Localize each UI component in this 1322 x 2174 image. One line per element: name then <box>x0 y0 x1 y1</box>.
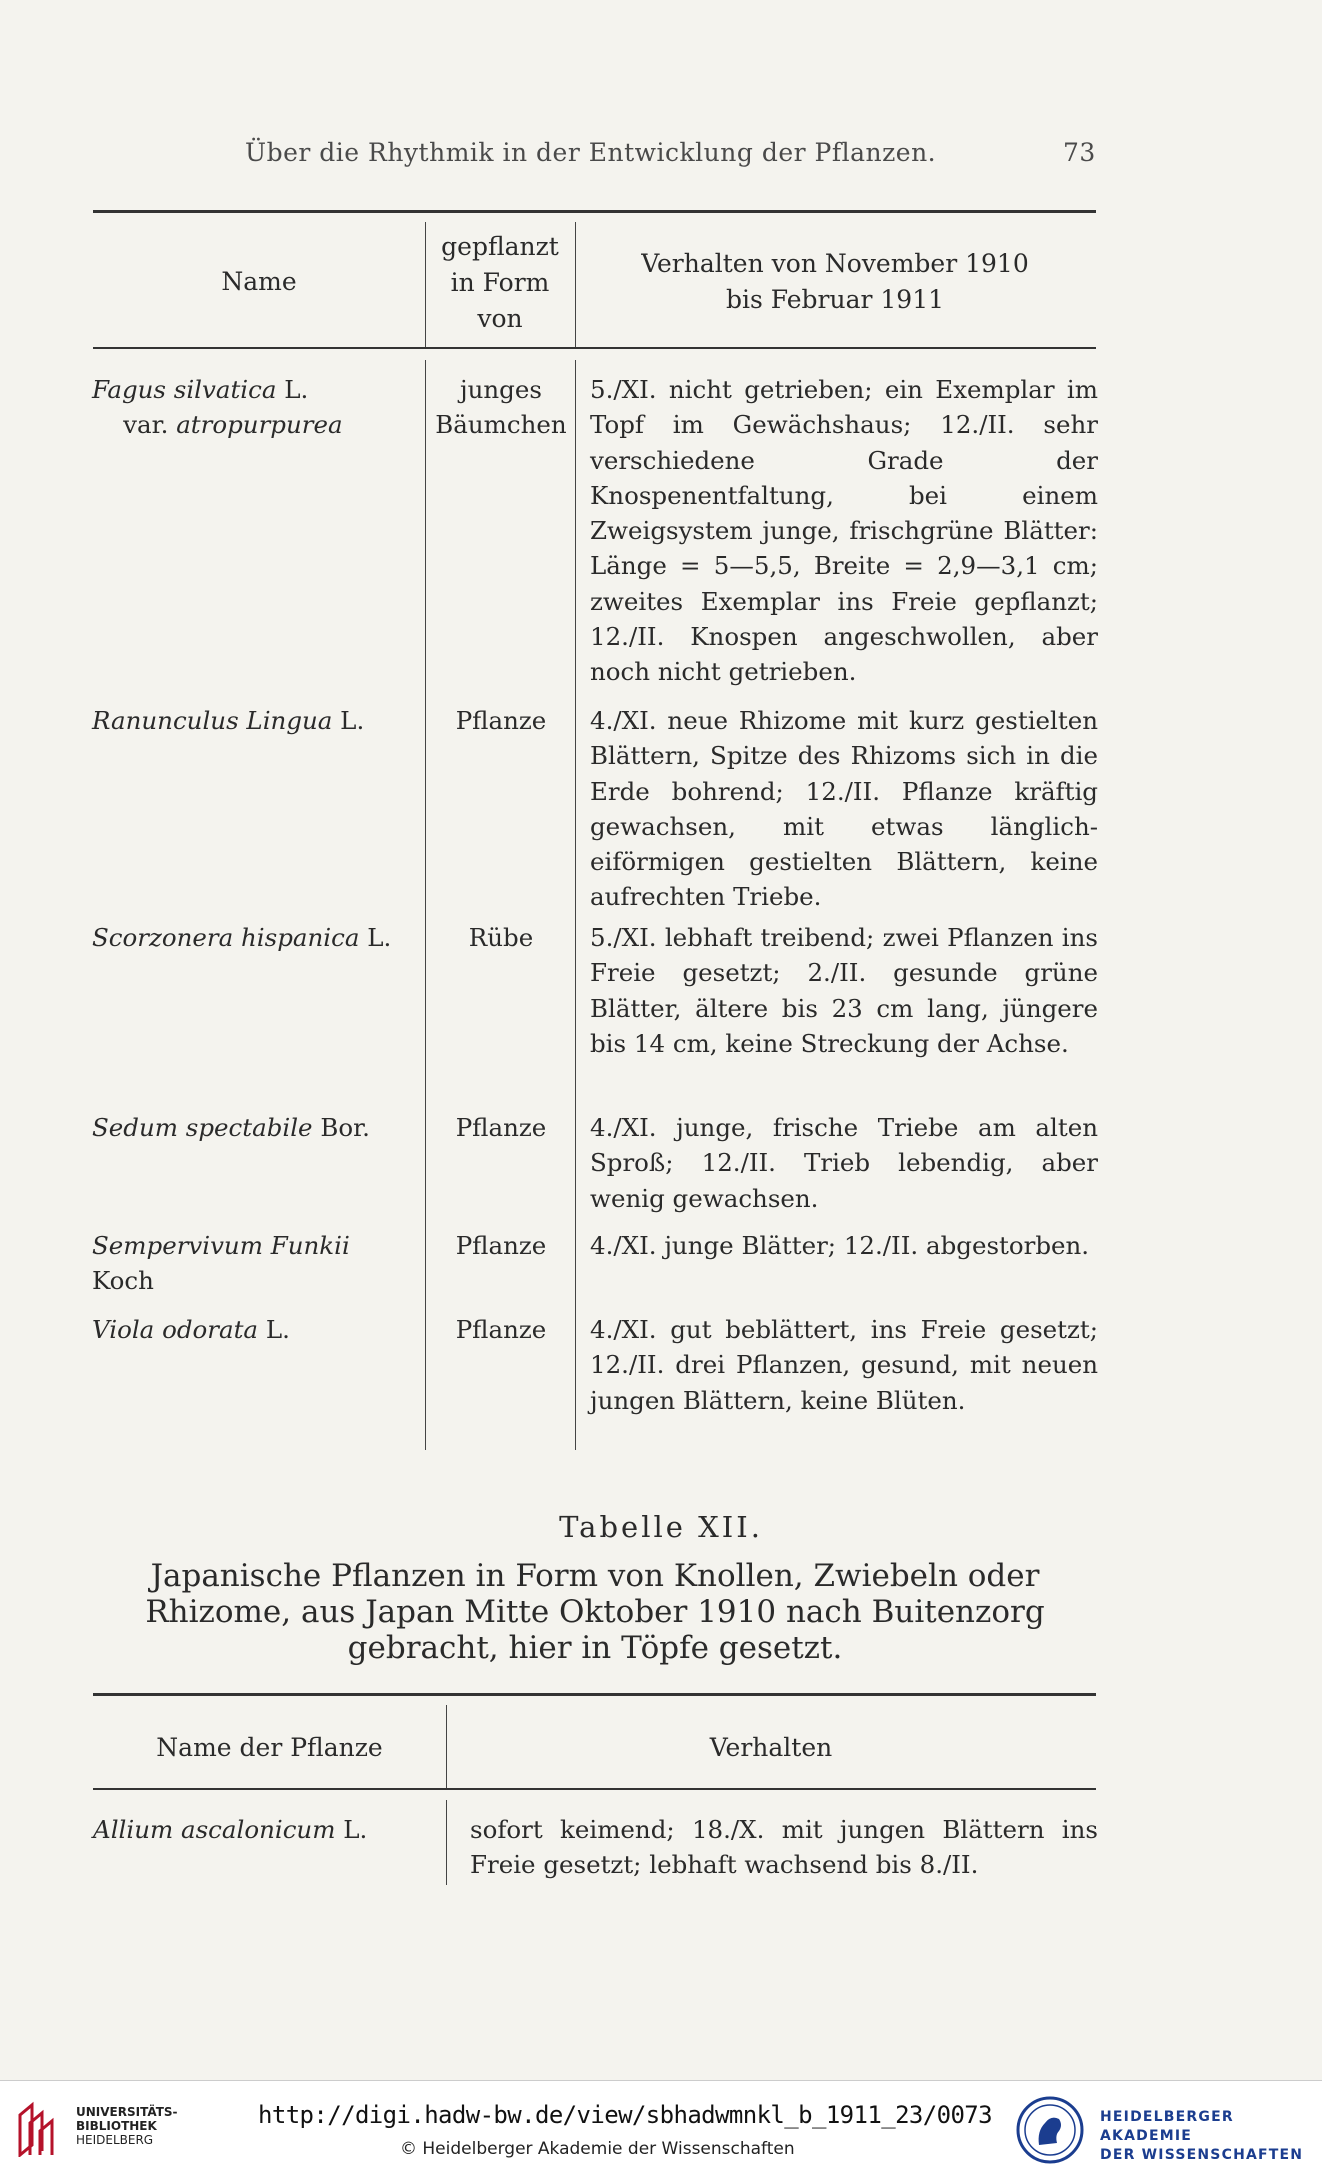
row-behavior: 5./XI. lebhaft treibend; zwei Pflanzen ins Freie gesetzt; 2./II. gesunde grüne Blätter, ältere bis 23 cm lang, jüngere bis 14 cm, keine Streckung der Achse. <box>590 923 1098 1058</box>
row-form: Pflanze <box>455 1231 547 1260</box>
academy-name <box>1100 2108 1322 2165</box>
row-behavior: 4./XI. junge Blätter; 12./II. abgestorben. <box>590 1231 1090 1260</box>
row-name: Ranunculus Lingua L. <box>92 706 365 735</box>
university-library-name <box>76 2105 178 2147</box>
table1-col-divider-1-body <box>425 360 426 1450</box>
table1-header-name: Name <box>221 267 297 296</box>
table2-caption: Japanische Pflanzen in Form von Knollen, Zwiebeln oder Rhizome, aus Japan Mitte Oktober 1910 nach Buitenzorg gebracht, hier in Töpfe gesetzt. <box>145 1558 1045 1666</box>
table1-header-form-line: gepflanzt <box>441 232 559 261</box>
ub-line: HEIDELBERG <box>76 2133 154 2147</box>
table1-col-divider-2-body <box>575 360 576 1450</box>
page-number: 73 <box>1063 138 1096 167</box>
table2-header-rule <box>93 1788 1096 1790</box>
row-behavior: sofort keimend; 18./X. mit jungen Blättern ins Freie gesetzt; lebhaft wachsend bis 8./II. <box>470 1815 1098 1880</box>
row-form: Rübe <box>468 923 534 952</box>
copyright-notice: © Heidelberger Akademie der Wissenschaften <box>400 2139 795 2159</box>
row-form: Pflanze <box>455 706 547 735</box>
footer-bar <box>0 2080 1322 2174</box>
row-behavior: 4./XI. neue Rhizome mit kurz gestielten Blättern, Spitze des Rhizoms sich in die Erde bohrend; 12./II. Pflanze kräftig gewachsen, mit etwas länglich-eiförmigen gestielten Blättern, keine aufrechten Triebe. <box>590 706 1098 912</box>
academy-line: HEIDELBERGER AKADEMIE <box>1100 2109 1234 2144</box>
table1-header-behavior <box>575 246 1095 318</box>
ub-line: BIBLIOTHEK <box>76 2119 157 2133</box>
table1-header-behavior-line: bis Februar 1911 <box>725 285 945 314</box>
row-name: Allium ascalonicum L. <box>93 1815 368 1844</box>
table2-title: Tabelle XII. <box>559 1510 763 1544</box>
academy-seal-icon <box>1015 2095 1085 2165</box>
table1-header-form-line: in Form <box>450 268 550 297</box>
row-behavior: 5./XI. nicht getrieben; ein Exemplar im Topf im Gewächshaus; 12./II. sehr verschiedene Grade der Knospenentfaltung, bei einem Zweigsystem junge, frischgrüne Blätter: Länge = 5—5,5, Breite = 2,9—3,1 cm; zweites Exemplar ins Freie gepflanzt; 12./II. Knospen angeschwollen, aber noch nicht getrieben. <box>590 375 1098 687</box>
table2-header-name: Name der Pflanze <box>156 1733 383 1762</box>
row-form: Pflanze <box>455 1315 547 1344</box>
table1-header-form-line: von <box>477 304 523 333</box>
row-behavior: 4./XI. gut beblättert, ins Freie gesetzt; 12./II. drei Pflanzen, gesund, mit neuen jungen Blättern, keine Blüten. <box>590 1315 1098 1415</box>
table1-header-behavior-line: Verhalten von November 1910 <box>641 249 1029 278</box>
university-library-logo-icon <box>14 2101 60 2157</box>
table1-top-rule <box>93 210 1096 213</box>
table2-col-divider-body <box>446 1800 447 1885</box>
row-name: Sedum spectabile Bor. <box>92 1113 370 1142</box>
academy-line: DER WISSENSCHAFTEN <box>1100 2147 1304 2163</box>
table2-top-rule <box>93 1693 1096 1696</box>
row-behavior: 4./XI. junge, frische Triebe am alten Sproß; 12./II. Trieb lebendig, aber wenig gewachsen. <box>590 1113 1098 1213</box>
row-name: Sempervivum Funkii Koch <box>92 1231 350 1296</box>
permalink-url[interactable]: http://digi.hadw-bw.de/view/sbhadwmnkl_b_1911_23/0073 <box>258 2101 993 2129</box>
row-name: Fagus silvatica L. var. atropurpurea <box>92 375 343 440</box>
table1-header-rule <box>93 347 1096 349</box>
ub-line: UNIVERSITÄTS- <box>76 2105 178 2119</box>
row-name: Scorzonera hispanica L. <box>92 923 392 952</box>
table2-header-behavior: Verhalten <box>709 1733 833 1762</box>
row-form: junges Bäumchen <box>435 375 567 440</box>
row-name: Viola odorata L. <box>92 1315 290 1344</box>
running-head-title: Über die Rhythmik in der Entwicklung der Pflanzen. <box>245 138 937 167</box>
table1-header-form <box>425 229 575 337</box>
row-form: Pflanze <box>455 1113 547 1142</box>
